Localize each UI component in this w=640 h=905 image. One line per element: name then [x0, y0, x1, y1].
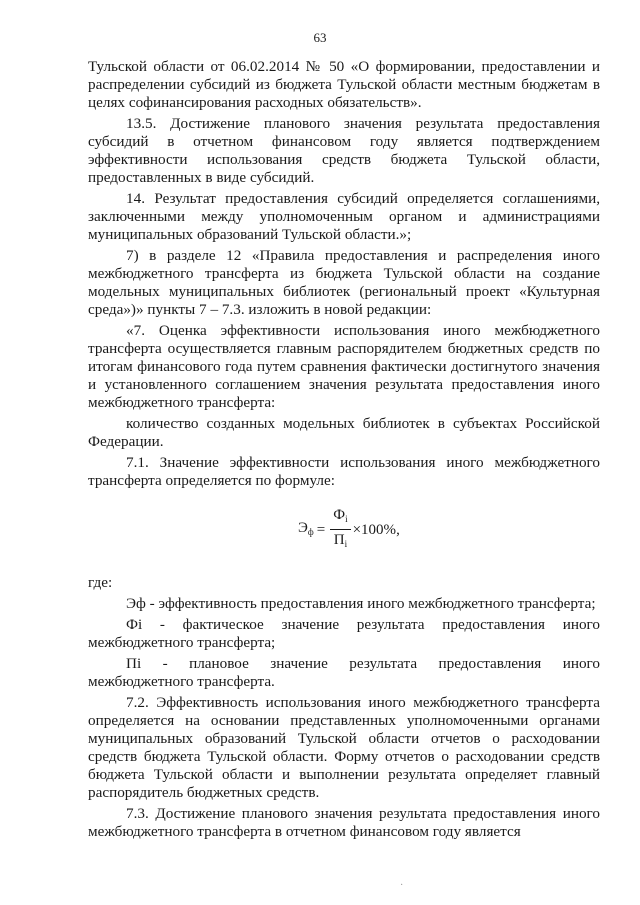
paragraphs-bottom	[88, 595, 600, 841]
paragraph: 7.2. Эффективность использования иного межбюджетного трансферта определяется на основании представленных уполномоченными органами муниципальных образований Тульской области отчетов о расходовании средств бюджета Тульской области. Форму отчетов о расходовании средств бюджета Тульской области и выполнении результата определяет главный распорядитель бюджетных средств.	[88, 694, 600, 801]
document-body	[88, 58, 600, 844]
scan-mark: ·	[400, 880, 404, 891]
page-number: 63	[313, 30, 327, 45]
where-label: где:	[88, 574, 113, 591]
formula-rhs: ×100%	[352, 521, 397, 538]
paragraph: количество созданных модельных библиотек в субъектах Российской Федерации.	[88, 415, 600, 450]
paragraph: «7. Оценка эффективности использования иного межбюджетного трансферта осуществляется главным распорядителем бюджетных средств по итогам финансового года путем сравнения фактически достигнутого значения и установленного соглашением значения результата предоставления иного межбюджетного трансферта:	[88, 322, 600, 411]
paragraphs-top	[88, 58, 600, 490]
formula-expression	[298, 506, 400, 553]
formula-tail: ,	[396, 521, 400, 538]
paragraph: Фi - фактическое значение результата предоставления иного межбюджетного трансферта;	[88, 616, 600, 651]
paragraph: 13.5. Достижение планового значения результата предоставления субсидий в отчетном финансовом году является подтверждением эффективности использования средств бюджета Тульской области, предоставленных в виде субсидий.	[88, 115, 600, 186]
paragraph: Тульской области от 06.02.2014 № 50 «О формировании, предоставлении и распределении субсидий из бюджета Тульской области местным бюджетам в целях софинансирования расходных обязательств».	[88, 58, 600, 111]
efficiency-formula	[88, 504, 600, 560]
paragraph: 7) в разделе 12 «Правила предоставления и распределения иного межбюджетного трансферта из бюджета Тульской области на создание модельных муниципальных библиотек (региональный проект «Культурная среда»)» пункты 7 – 7.3. изложить в новой редакции:	[88, 247, 600, 318]
paragraph: Эф - эффективность предоставления иного межбюджетного трансферта;	[126, 595, 596, 612]
formula-equals: =	[316, 521, 326, 538]
formula-numerator: $Ф_i$	[330, 506, 350, 530]
paragraph: 7.1. Значение эффективности использования иного межбюджетного трансферта определяется по формуле:	[88, 454, 600, 489]
paragraph: 7.3. Достижение планового значения результата предоставления иного межбюджетного трансферта в отчетном финансовом году является	[88, 805, 600, 840]
formula-fraction	[330, 506, 350, 553]
paragraph: 14. Результат предоставления субсидий определяется соглашениями, заключенными между уполномоченным органом и администрациями муниципальных образований Тульской области.»;	[88, 190, 600, 243]
formula-lhs: $Э_ф$	[298, 519, 314, 537]
formula-denominator: $П_i$	[333, 532, 348, 549]
paragraph: Пi - плановое значение результата предоставления иного межбюджетного трансферта.	[88, 655, 600, 690]
